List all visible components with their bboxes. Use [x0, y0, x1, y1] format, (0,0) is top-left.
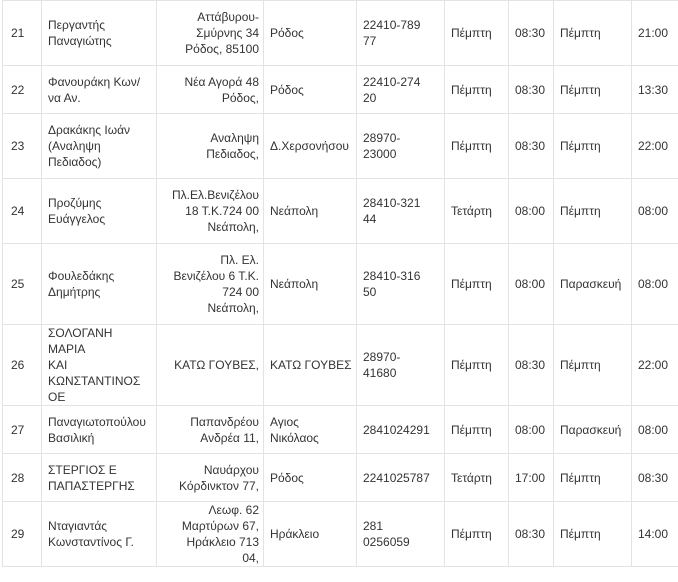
cell-pharmacist-name: [42, 406, 157, 454]
cell-text-phone: 22410-274 20: [363, 74, 421, 105]
cell-address: [157, 66, 264, 114]
cell-city: [264, 66, 357, 114]
cell-text-no: 29: [11, 527, 25, 541]
cell-text-phone: 28970- 41680: [363, 350, 401, 380]
cell-time-to: [632, 325, 678, 406]
cell-text-no: 21: [11, 26, 25, 40]
cell-text-name: Νταγιαντάς Κωνσταντίνος Γ.: [48, 519, 134, 549]
table-row: [3, 179, 678, 244]
cell-time-to: [632, 244, 678, 325]
cell-time-to: [632, 114, 678, 179]
cell-text-name: ΣΟΛΟΓΑΝΗ ΜΑΡΙΑ ΚΑΙ ΚΩΝΣΤΑΝΤΙΝΟΣ ΟΕ: [48, 326, 141, 404]
cell-pharmacist-name: [42, 244, 157, 325]
cell-text-day_to: Πέμπτη: [560, 204, 601, 218]
cell-time-from: [509, 179, 554, 244]
cell-text-city: Ρόδος: [270, 470, 304, 485]
cell-text-time_to: 22:00: [638, 358, 669, 372]
cell-phone: [357, 502, 445, 567]
cell-text-city: Ρόδος: [270, 26, 304, 40]
cell-text-day_from: Πέμπτη: [451, 82, 492, 97]
cell-time-to: [632, 179, 678, 244]
cell-text-no: 22: [11, 82, 25, 97]
cell-number: [3, 325, 42, 406]
table-row: [3, 502, 678, 567]
cell-time-from: [509, 114, 554, 179]
cell-text-no: 23: [11, 139, 25, 153]
cell-phone: [357, 179, 445, 244]
cell-time-from: [509, 66, 554, 114]
cell-phone: [357, 114, 445, 179]
cell-address: [157, 179, 264, 244]
cell-day-from: [445, 244, 509, 325]
cell-phone: [357, 66, 445, 114]
cell-day-to: [554, 406, 632, 454]
cell-pharmacist-name: [42, 179, 157, 244]
cell-text-time_from: 08:00: [515, 277, 546, 291]
cell-text-no: 28: [11, 470, 25, 485]
cell-number: [3, 502, 42, 567]
cell-text-day_from: Τετάρτη: [451, 204, 492, 218]
cell-text-phone: 2241025787: [363, 470, 430, 485]
cell-text-day_from: Πέμπτη: [451, 358, 492, 372]
cell-time-from: [509, 244, 554, 325]
pharmacy-duty-table: [2, 0, 678, 567]
cell-text-time_to: 22:00: [638, 139, 669, 153]
cell-number: [3, 406, 42, 454]
cell-text-day_to: Πέμπτη: [560, 26, 601, 40]
cell-text-phone: 281 0256059: [363, 519, 410, 549]
cell-text-time_to: 08:00: [638, 422, 669, 437]
cell-text-phone: 28410-321 44: [363, 196, 421, 226]
cell-text-time_from: 08:30: [515, 139, 546, 153]
cell-text-time_from: 08:00: [515, 204, 546, 218]
cell-number: [3, 179, 42, 244]
cell-city: [264, 179, 357, 244]
cell-time-to: [632, 66, 678, 114]
cell-text-time_from: 08:30: [515, 26, 546, 40]
cell-text-phone: 22410-789 77: [363, 18, 421, 48]
table-row: [3, 1, 678, 66]
cell-phone: [357, 244, 445, 325]
cell-pharmacist-name: [42, 454, 157, 502]
cell-address: [157, 1, 264, 66]
cell-pharmacist-name: [42, 325, 157, 406]
cell-text-time_to: 08:00: [638, 204, 669, 218]
cell-pharmacist-name: [42, 502, 157, 567]
cell-pharmacist-name: [42, 114, 157, 179]
cell-text-day_from: Πέμπτη: [451, 139, 492, 153]
cell-text-time_to: 08:30: [638, 470, 669, 485]
cell-number: [3, 1, 42, 66]
cell-day-from: [445, 454, 509, 502]
cell-pharmacist-name: [42, 66, 157, 114]
cell-time-from: [509, 325, 554, 406]
cell-day-to: [554, 66, 632, 114]
cell-phone: [357, 325, 445, 406]
cell-text-city: Δ.Χερσονήσου: [270, 139, 349, 153]
table-row: [3, 244, 678, 325]
cell-text-address: Πλ.Ελ.Βενιζέλου 18 Τ.Κ.724 00 Νεάπολη,: [171, 188, 259, 234]
cell-number: [3, 114, 42, 179]
cell-text-time_to: 21:00: [638, 26, 669, 40]
cell-address: [157, 406, 264, 454]
cell-text-address: Λεωφ. 62 Μαρτύρων 67, Ηράκλειο 713 04,: [181, 503, 259, 565]
cell-text-address: Αττάβυρου- Σμύρνης 34 Ρόδος, 85100: [185, 10, 259, 56]
cell-time-from: [509, 1, 554, 66]
cell-text-time_to: 14:00: [638, 527, 669, 541]
cell-time-from: [509, 454, 554, 502]
cell-day-to: [554, 502, 632, 567]
cell-city: [264, 1, 357, 66]
cell-city: [264, 244, 357, 325]
cell-text-address: Πλ. Ελ. Βενιζέλου 6 Τ.Κ. 724 00 Νεάπολη,: [173, 253, 259, 315]
cell-text-day_from: Πέμπτη: [451, 527, 492, 541]
cell-text-day_to: Πέμπτη: [560, 139, 601, 153]
cell-text-address: Ναυάρχου Κόρδινκτον 77,: [179, 462, 259, 493]
cell-city: [264, 454, 357, 502]
cell-text-address: Νέα Αγορά 48 Ρόδος,: [184, 74, 259, 105]
cell-day-from: [445, 66, 509, 114]
cell-time-to: [632, 502, 678, 567]
cell-day-to: [554, 325, 632, 406]
cell-text-day_from: Πέμπτη: [451, 277, 492, 291]
cell-text-address: Παπανδρέου Ανδρέα 11,: [190, 414, 259, 445]
cell-text-address: ΚΑΤΩ ΓΟΥΒΕΣ,: [174, 358, 259, 372]
cell-text-name: Φανουράκη Κων/ να Αν.: [48, 74, 141, 105]
cell-time-from: [509, 502, 554, 567]
cell-text-time_to: 08:00: [638, 277, 669, 291]
cell-time-from: [509, 406, 554, 454]
cell-text-day_to: Πέμπτη: [560, 470, 601, 485]
cell-text-day_from: Τετάρτη: [451, 470, 492, 485]
cell-day-to: [554, 114, 632, 179]
cell-text-time_from: 08:30: [515, 358, 546, 372]
cell-time-to: [632, 1, 678, 66]
cell-text-name: Προζύμης Ευάγγελος: [48, 196, 106, 226]
cell-text-name: Περγαντής Παναγιώτης: [48, 18, 112, 48]
cell-text-address: Αναληψη Πεδιαδος,: [206, 131, 259, 161]
cell-text-city: Αγιος Νικόλαος: [270, 414, 319, 445]
cell-text-day_to: Πέμπτη: [560, 82, 601, 97]
table-row: [3, 325, 678, 406]
cell-text-name: Παναγιωτοπούλου Βασιλική: [48, 414, 146, 445]
cell-pharmacist-name: [42, 1, 157, 66]
cell-city: [264, 406, 357, 454]
cell-number: [3, 244, 42, 325]
cell-city: [264, 502, 357, 567]
cell-text-no: 24: [11, 204, 25, 218]
cell-text-city: Νεάπολη: [270, 277, 319, 291]
cell-number: [3, 454, 42, 502]
cell-phone: [357, 406, 445, 454]
cell-day-from: [445, 179, 509, 244]
cell-text-time_from: 08:30: [515, 527, 546, 541]
cell-text-phone: 28410-316 50: [363, 269, 421, 299]
cell-city: [264, 325, 357, 406]
cell-day-to: [554, 244, 632, 325]
table-row: [3, 406, 678, 454]
cell-day-from: [445, 114, 509, 179]
cell-address: [157, 502, 264, 567]
cell-text-city: ΚΑΤΩ ΓΟΥΒΕΣ: [270, 358, 352, 372]
cell-text-day_to: Πέμπτη: [560, 527, 601, 541]
cell-address: [157, 114, 264, 179]
cell-text-day_to: Παρασκευή: [560, 277, 622, 291]
cell-text-name: Δρακάκης Ιωάν (Αναληψη Πεδιαδος): [48, 123, 131, 169]
cell-phone: [357, 1, 445, 66]
cell-text-phone: 2841024291: [363, 422, 430, 437]
cell-text-city: Νεάπολη: [270, 204, 319, 218]
table-body: [3, 1, 678, 567]
cell-day-from: [445, 325, 509, 406]
cell-day-from: [445, 1, 509, 66]
cell-phone: [357, 454, 445, 502]
cell-address: [157, 454, 264, 502]
cell-address: [157, 325, 264, 406]
cell-day-to: [554, 179, 632, 244]
cell-day-from: [445, 406, 509, 454]
table-row: [3, 66, 678, 114]
cell-day-to: [554, 454, 632, 502]
cell-text-time_from: 17:00: [515, 470, 546, 485]
cell-text-day_to: Παρασκευή: [560, 422, 622, 437]
cell-text-day_from: Πέμπτη: [451, 422, 492, 437]
cell-text-no: 25: [11, 277, 25, 291]
cell-text-name: Φουλεδάκης Δημήτρης: [48, 269, 115, 299]
cell-day-to: [554, 1, 632, 66]
table-row: [3, 454, 678, 502]
cell-text-time_from: 08:00: [515, 422, 546, 437]
cell-text-phone: 28970- 23000: [363, 131, 401, 161]
cell-day-from: [445, 502, 509, 567]
cell-number: [3, 66, 42, 114]
cell-time-to: [632, 406, 678, 454]
cell-text-name: ΣΤΕΡΓΙΟΣ Ε ΠΑΠΑΣΤΕΡΓΗΣ: [48, 462, 135, 493]
cell-address: [157, 244, 264, 325]
cell-text-no: 27: [11, 422, 25, 437]
cell-time-to: [632, 454, 678, 502]
cell-text-day_from: Πέμπτη: [451, 26, 492, 40]
cell-text-time_from: 08:30: [515, 82, 546, 97]
cell-text-day_to: Πέμπτη: [560, 358, 601, 372]
cell-city: [264, 114, 357, 179]
cell-text-city: Ρόδος: [270, 82, 304, 97]
cell-text-city: Ηράκλειο: [270, 527, 320, 541]
cell-text-time_to: 13:30: [638, 82, 669, 97]
table-row: [3, 114, 678, 179]
cell-text-no: 26: [11, 358, 25, 372]
